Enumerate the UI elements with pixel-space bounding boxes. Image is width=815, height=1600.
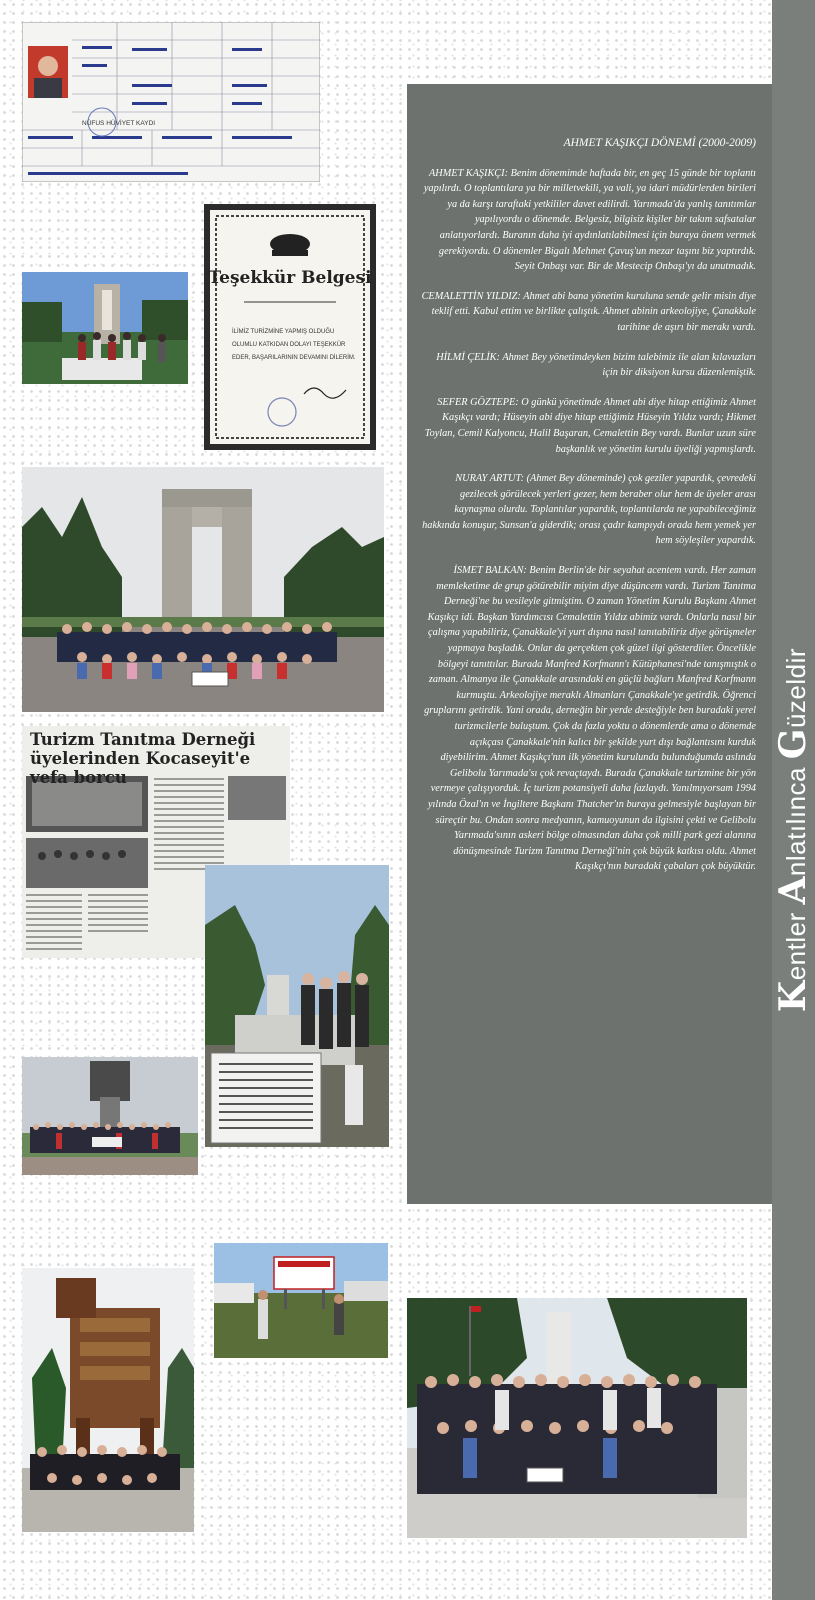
paragraph-goztepe: SEFER GÖZTEPE: O günkü yönetimde Ahmet abi diye hitap ettiğimiz Ahmet Kaşıkçı vardı; Hüseyin abi diye hitap ettiğimiz Hüseyin Yıldız vardı; Hikmet Toylan, Cemil Kalyoncu, Halil Başaran, Cemalettin Bey vardı. Bunlar uzun süre başkanlık ve yönetim kurulu üyeliği yapmışlardı. (424, 396, 756, 455)
paragraph-balkan: İSMET BALKAN: Benim Berlin'de bir seyahat acentem vardı. Her zaman memleketime de grup götürebilir miyim diye düşüncem vardı. Turizm Tanıtma Derneği'ne bu vesileyle gitmiştim. O zaman Yönetim Kurulu Başkanı Ahmet Kaşıkçı idi. Başkan Yardımcısı Cemalettin Yıldız abimiz vardı. Onlarla nasıl bir çalışma yapabiliriz, Çanakkale'yi yurt dışına nasıl tanıtabiliriz diye görüşmeler yapmaya başladık. Onlar da gerçekten çok güzel ilgi gösterdiler. Öncelikle bölgeyi tanıttılar. Burada Manfred Korfmann'ı Kütüphanesi'nde tanışmıştık o zaman. Almanya ile Çanakkale arasındaki en güçlü bağları Manfred Korfmann kurmuştu. Arkeolojiye meraklı Almanları Çanakkale'ye getirdik. Öğrenci gruplarını getirdik. Yani orada, derneğin bir yerde desteğiyle ben buradaki yerel turizmcilerle buluştum. Çok da fazla yoktu o dönemlerde ama o dönemde açıkçası Çanakkale'nin kalıcı bir şekilde yurt dışı bağlantısını kurduk diyebilirim. Ahmet Kaşıkçı'nın ilk yönetim kurulunda bulunduğumda aslında Gelibolu Yarımada'sı çok revaçtaydı. Burada Çanakkale turizmine bir yön vermeye çalışıyorduk. İç turizm potansiyeli daha fazlaydı. Yanılmıyorsam 1994 yılında Özal'ın ve İngiltere Başkanı Thatcher'ın buraya gelmesiyle başlayan bir süreçtir bu. Ondan sonra medyanın, kamuoyunun da ilgisini çekti ve Gelibolu Yarımada'sının askeri bölge olmasından daha çok milli park gezi alanına dönüşmesinde Turizm Tanıtma Derneği'nin çok büyük katkısı oldu. Ahmet Kaşıkçı'nın buradaki çabaları çok büyüktür. (424, 565, 756, 873)
id-card-photo (22, 22, 320, 182)
vertical-book-title: Kentler Anlatılınca Güzeldir (772, 647, 814, 1013)
statue-group-photo (22, 1057, 198, 1175)
tourism-sign-photo (214, 1243, 388, 1358)
trojan-horse-photo (22, 1268, 194, 1532)
paragraph-artut: NURAY ARTUT: (Ahmet Bey döneminde) çok geziler yapardık, çevredeki gezilecek görülecek yerleri gezer, hem beraber olur hem de üyeler arası kaynaşma olurdu. Toplantılar yapardık, toplantılarda ne yapabileceğimiz hakkında konuşur, Sunsan'a giderdik; orası çadır kampıydı orada hem yemek yer hem söyleşiler yapardık. (422, 473, 756, 547)
newspaper-headline: Turizm Tanıtma Derneği üyelerinden Kocaseyit'e vefa borcu (30, 730, 256, 787)
certificate-title: Teşekkür Belgesi (208, 268, 372, 288)
paragraph-celik: HİLMİ ÇELİK: Ahmet Bey yönetimdeyken bizim talebimiz ile alan kılavuzları için bir diksiyon kursu düzenlemiştik. (436, 351, 756, 379)
certificate-of-thanks (204, 204, 376, 450)
grave-memorial-photo (205, 865, 389, 1147)
certificate-body: İLİMİZ TURİZMİNE YAPMIŞ OLDUĞU OLUMLU KATKIDAN DOLAYI TEŞEKKÜR EDER, BAŞARILARININ DEVAMINI DİLERİM. (232, 329, 356, 361)
paragraph-yildiz: CEMALETTİN YILDIZ: Ahmet abi bana yönetim kuruluna sende gelir misin diye teklif etti. Kabul ettim ve birlikte çalıştık. Ahmet abinin arkeolojiye, Çanakkale tarihine de aşırı bir merakı vardı. (421, 290, 756, 333)
paragraph-kasikci: AHMET KAŞIKÇI: Benim dönemimde haftada bir, en geç 15 günde bir toplantı yapılırdı. O toplantılara ya bir milletvekili, ya vali, ya idari müdürlerden birileri ya da karşı taraftaki yetkililer davet edilirdi. Yarımada'da yanlış tanıtımlar yapılıyordu o dönemde. Belgesiz, bilgisiz kişiler bir takım safsatalar anlatıyorlardı. Buranın daha iyi aydınlatılabilmesi için buraya önem vermek gerekiyordu. O dönemler Bigalı Mehmet Çavuş'un mezar taşını biz yaptırdık. Seyit Onbaşı var. Bir de Mestecip Onbaşı'yı da unutmadık. (423, 167, 756, 273)
id-card-title: NÜFUS HÜVİYET KAYDI (82, 120, 156, 127)
student-group-monument-photo (22, 467, 384, 712)
memorial-group-photo-small (22, 272, 188, 384)
adult-group-monument-photo (407, 1298, 747, 1538)
article-text-panel (407, 84, 772, 1204)
article-heading: AHMET KAŞIKÇI DÖNEMİ (2000-2009) (563, 137, 756, 149)
